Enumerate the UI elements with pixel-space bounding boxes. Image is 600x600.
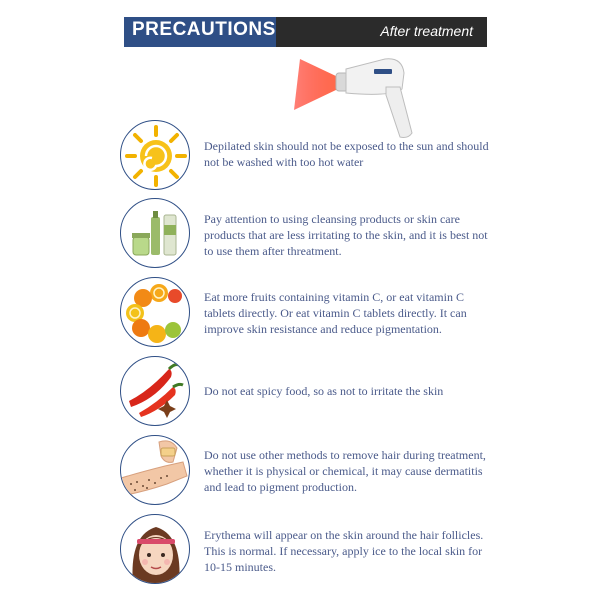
page-title: PRECAUTIONS — [132, 19, 276, 40]
header-banner — [124, 17, 487, 47]
item-text: Eat more fruits containing vitamin C, or eat vitamin C tablets directly. Or eat vitamin C tablets directly. It can improve skin resistance and reduce pigmentation. — [204, 290, 467, 336]
skincare-products-icon — [120, 198, 190, 268]
item-text: Pay attention to using cleansing products or skin care products that are less irritating to the skin, and it is best not to use them after threatment. — [204, 212, 488, 258]
item-text: Do not eat spicy food, so as not to irritate the skin — [204, 384, 444, 398]
sun-icon — [120, 120, 190, 190]
page-subtitle: After treatment — [380, 23, 473, 39]
citrus-fruits-icon — [120, 277, 190, 347]
header-title-block — [124, 17, 276, 47]
woman-face-icon — [120, 514, 190, 584]
item-text: Erythema will appear on the skin around the hair follicles. This is normal. If necessary, apply ice to the local skin for 10-15 minutes. — [204, 528, 484, 574]
header-subtitle-block — [276, 17, 487, 47]
laser-device-icon — [290, 55, 440, 140]
hair-removal-leg-icon — [120, 435, 190, 505]
item-text: Depilated skin should not be exposed to the sun and should not be washed with too hot water — [204, 139, 489, 169]
chili-pepper-icon — [120, 356, 190, 426]
item-text: Do not use other methods to remove hair during treatment, whether it is physical or chemical, it may cause dermatitis and lead to pigment production. — [204, 448, 486, 494]
